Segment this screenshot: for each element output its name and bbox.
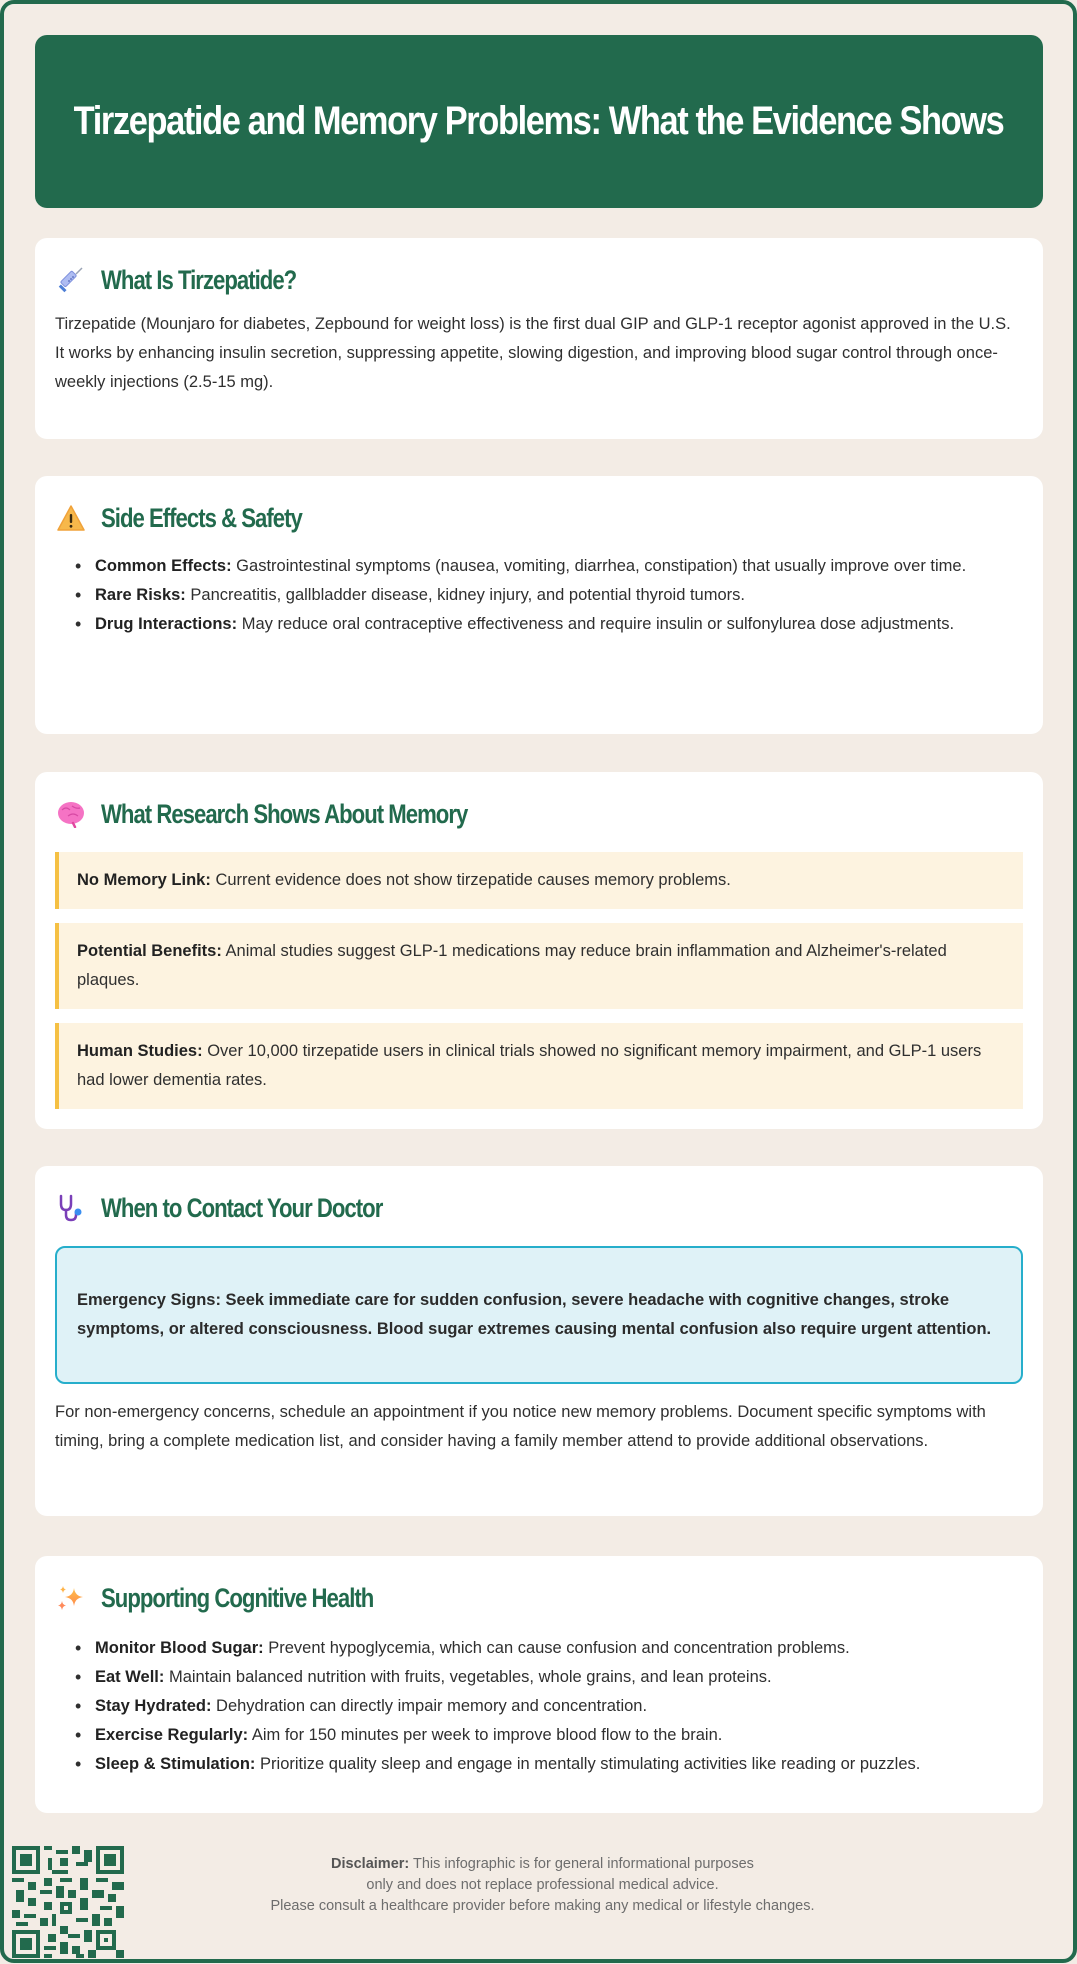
what-is-description: Tirzepatide (Mounjaro for diabetes, Zepbound for weight loss) is the first dual GIP and GLP-1 receptor agonist approved in the U.S. It works by enhancing insulin secretion, suppressing appetite, slowing digestion, and improving blood sugar control through once-weekly injections (2.5-15 mg). (55, 315, 1011, 391)
list-item (75, 1634, 1023, 1663)
disclaimer-line-1 (4, 1854, 1077, 1875)
card-what-is (35, 238, 1043, 439)
stethoscope-icon (55, 1192, 87, 1224)
header-banner (35, 35, 1043, 208)
card-header (55, 794, 1023, 834)
card-contact-doctor (35, 1166, 1043, 1516)
callout-label: No Memory Link: (77, 871, 211, 889)
sparkles-icon (55, 1582, 87, 1614)
item-label: Drug Interactions: (95, 615, 238, 633)
emergency-signs-box: Emergency Signs: Seek immediate care for sudden confusion, severe headache with cognitive changes, stroke symptoms, or altered consciousness. Blood sugar extremes causing mental confusion also require urgent attention. (55, 1246, 1023, 1384)
disclaimer-text: This infographic is for general informational purposes (409, 1856, 754, 1872)
list-item (75, 552, 1023, 581)
card-side-effects (35, 476, 1043, 734)
callout-no-memory-link (55, 852, 1023, 909)
disclaimer-line-3: Please consult a healthcare provider before making any medical or lifestyle changes. (270, 1898, 815, 1914)
card-header (55, 260, 1023, 300)
item-text: Prevent hypoglycemia, which can cause confusion and concentration problems. (263, 1639, 850, 1657)
callout-human-studies (55, 1023, 1023, 1109)
card-title: What Is Tirzepatide? (101, 264, 297, 295)
callout-text: Current evidence does not show tirzepatide causes memory problems. (210, 871, 731, 889)
item-label: Monitor Blood Sugar: (95, 1639, 264, 1657)
card-title: Side Effects & Safety (101, 502, 302, 533)
item-text: Maintain balanced nutrition with fruits, vegetables, whole grains, and lean proteins. (164, 1668, 772, 1686)
disclaimer (4, 1854, 1077, 1917)
item-label: Sleep & Stimulation: (95, 1755, 256, 1773)
list-item (75, 1750, 1023, 1779)
callout-label: Potential Benefits: (77, 942, 222, 960)
item-label: Exercise Regularly: (95, 1726, 249, 1744)
list-item (75, 1721, 1023, 1750)
card-title: What Research Shows About Memory (101, 798, 468, 829)
card-header (55, 498, 1023, 538)
item-text: Dehydration can directly impair memory and concentration. (211, 1697, 648, 1715)
callout-text: Animal studies suggest GLP-1 medications may reduce brain inflammation and Alzheimer's-related plaques. (77, 942, 947, 989)
callout-label: Human Studies: (77, 1042, 203, 1060)
list-item (75, 1663, 1023, 1692)
card-header (55, 1188, 1023, 1228)
syringe-icon (55, 264, 87, 296)
item-text: May reduce oral contraceptive effectiveness and require insulin or sulfonylurea dose adjustments. (237, 615, 955, 633)
brain-icon (55, 798, 87, 830)
list-item (75, 581, 1023, 610)
callout-text: Over 10,000 tirzepatide users in clinical trials showed no significant memory impairment, and GLP-1 users had lower dementia rates. (77, 1042, 982, 1089)
page-title: Tirzepatide and Memory Problems: What the Evidence Shows (74, 99, 1004, 143)
disclaimer-line-2: only and does not replace professional medical advice. (366, 1877, 719, 1893)
cognitive-tips-list (55, 1634, 1023, 1779)
item-text: Prioritize quality sleep and engage in mentally stimulating activities like reading or puzzles. (255, 1755, 921, 1773)
item-text: Aim for 150 minutes per week to improve blood flow to the brain. (248, 1726, 723, 1744)
list-item (75, 610, 1023, 639)
item-label: Common Effects: (95, 557, 232, 575)
card-cognitive-health (35, 1556, 1043, 1813)
item-text: Gastrointestinal symptoms (nausea, vomiting, diarrhea, constipation) that usually improve over time. (231, 557, 967, 575)
disclaimer-label: Disclaimer: (331, 1856, 410, 1872)
callout-potential-benefits (55, 923, 1023, 1009)
non-emergency-guidance: For non-emergency concerns, schedule an appointment if you notice new memory problems. Document specific symptoms with timing, bring a complete medication list, and consider having a family member attend to provide additional observations. (55, 1403, 986, 1450)
list-item (75, 1692, 1023, 1721)
side-effects-list (55, 552, 1023, 639)
warning-icon (55, 502, 87, 534)
item-label: Stay Hydrated: (95, 1697, 212, 1715)
item-label: Rare Risks: (95, 586, 186, 604)
card-title: Supporting Cognitive Health (101, 1582, 374, 1613)
footer (4, 1834, 1077, 1964)
item-text: Pancreatitis, gallbladder disease, kidney injury, and potential thyroid tumors. (185, 586, 745, 604)
card-title: When to Contact Your Doctor (101, 1192, 383, 1223)
card-header (55, 1578, 1023, 1618)
item-label: Eat Well: (95, 1668, 165, 1686)
card-research (35, 772, 1043, 1129)
